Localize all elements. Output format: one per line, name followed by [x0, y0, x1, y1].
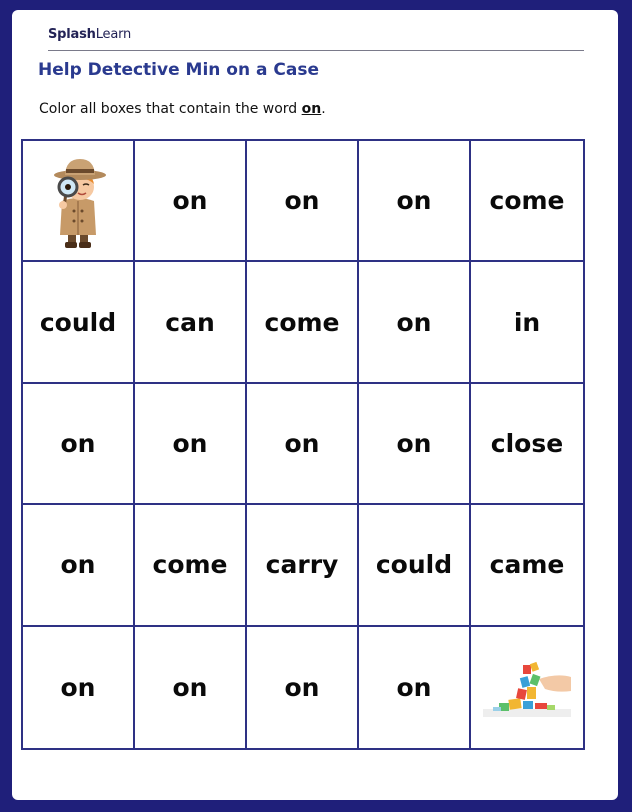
target-word: on	[301, 101, 322, 117]
word-box[interactable]: on	[247, 384, 359, 505]
word-box[interactable]: on	[23, 505, 135, 626]
word-box[interactable]: can	[135, 262, 247, 383]
detective-image	[23, 141, 135, 262]
page-title: Help Detective Min on a Case	[38, 60, 319, 80]
word-box[interactable]: on	[247, 141, 359, 262]
word-grid	[21, 139, 585, 750]
word-box[interactable]: on	[23, 627, 135, 748]
word-box[interactable]: on	[359, 627, 471, 748]
word-box[interactable]: come	[247, 262, 359, 383]
word-box[interactable]: could	[359, 505, 471, 626]
word-box[interactable]: come	[471, 141, 583, 262]
word-box[interactable]: on	[359, 141, 471, 262]
splashlearn-logo: SplashLearn	[48, 27, 132, 42]
word-box[interactable]: close	[471, 384, 583, 505]
word-box[interactable]: on	[359, 262, 471, 383]
instructions	[39, 101, 326, 117]
toy-blocks-image	[471, 627, 583, 748]
word-box[interactable]: could	[23, 262, 135, 383]
word-box[interactable]: on	[247, 627, 359, 748]
word-box[interactable]: on	[359, 384, 471, 505]
word-box[interactable]: on	[135, 627, 247, 748]
word-box[interactable]: come	[135, 505, 247, 626]
header-divider	[48, 50, 584, 51]
word-box[interactable]: came	[471, 505, 583, 626]
word-box[interactable]: on	[135, 384, 247, 505]
instruction-text: Color all boxes that contain the word	[39, 101, 302, 117]
word-box[interactable]: on	[135, 141, 247, 262]
word-box[interactable]: in	[471, 262, 583, 383]
word-box[interactable]: carry	[247, 505, 359, 626]
word-box[interactable]: on	[23, 384, 135, 505]
instruction-end: .	[321, 101, 326, 117]
